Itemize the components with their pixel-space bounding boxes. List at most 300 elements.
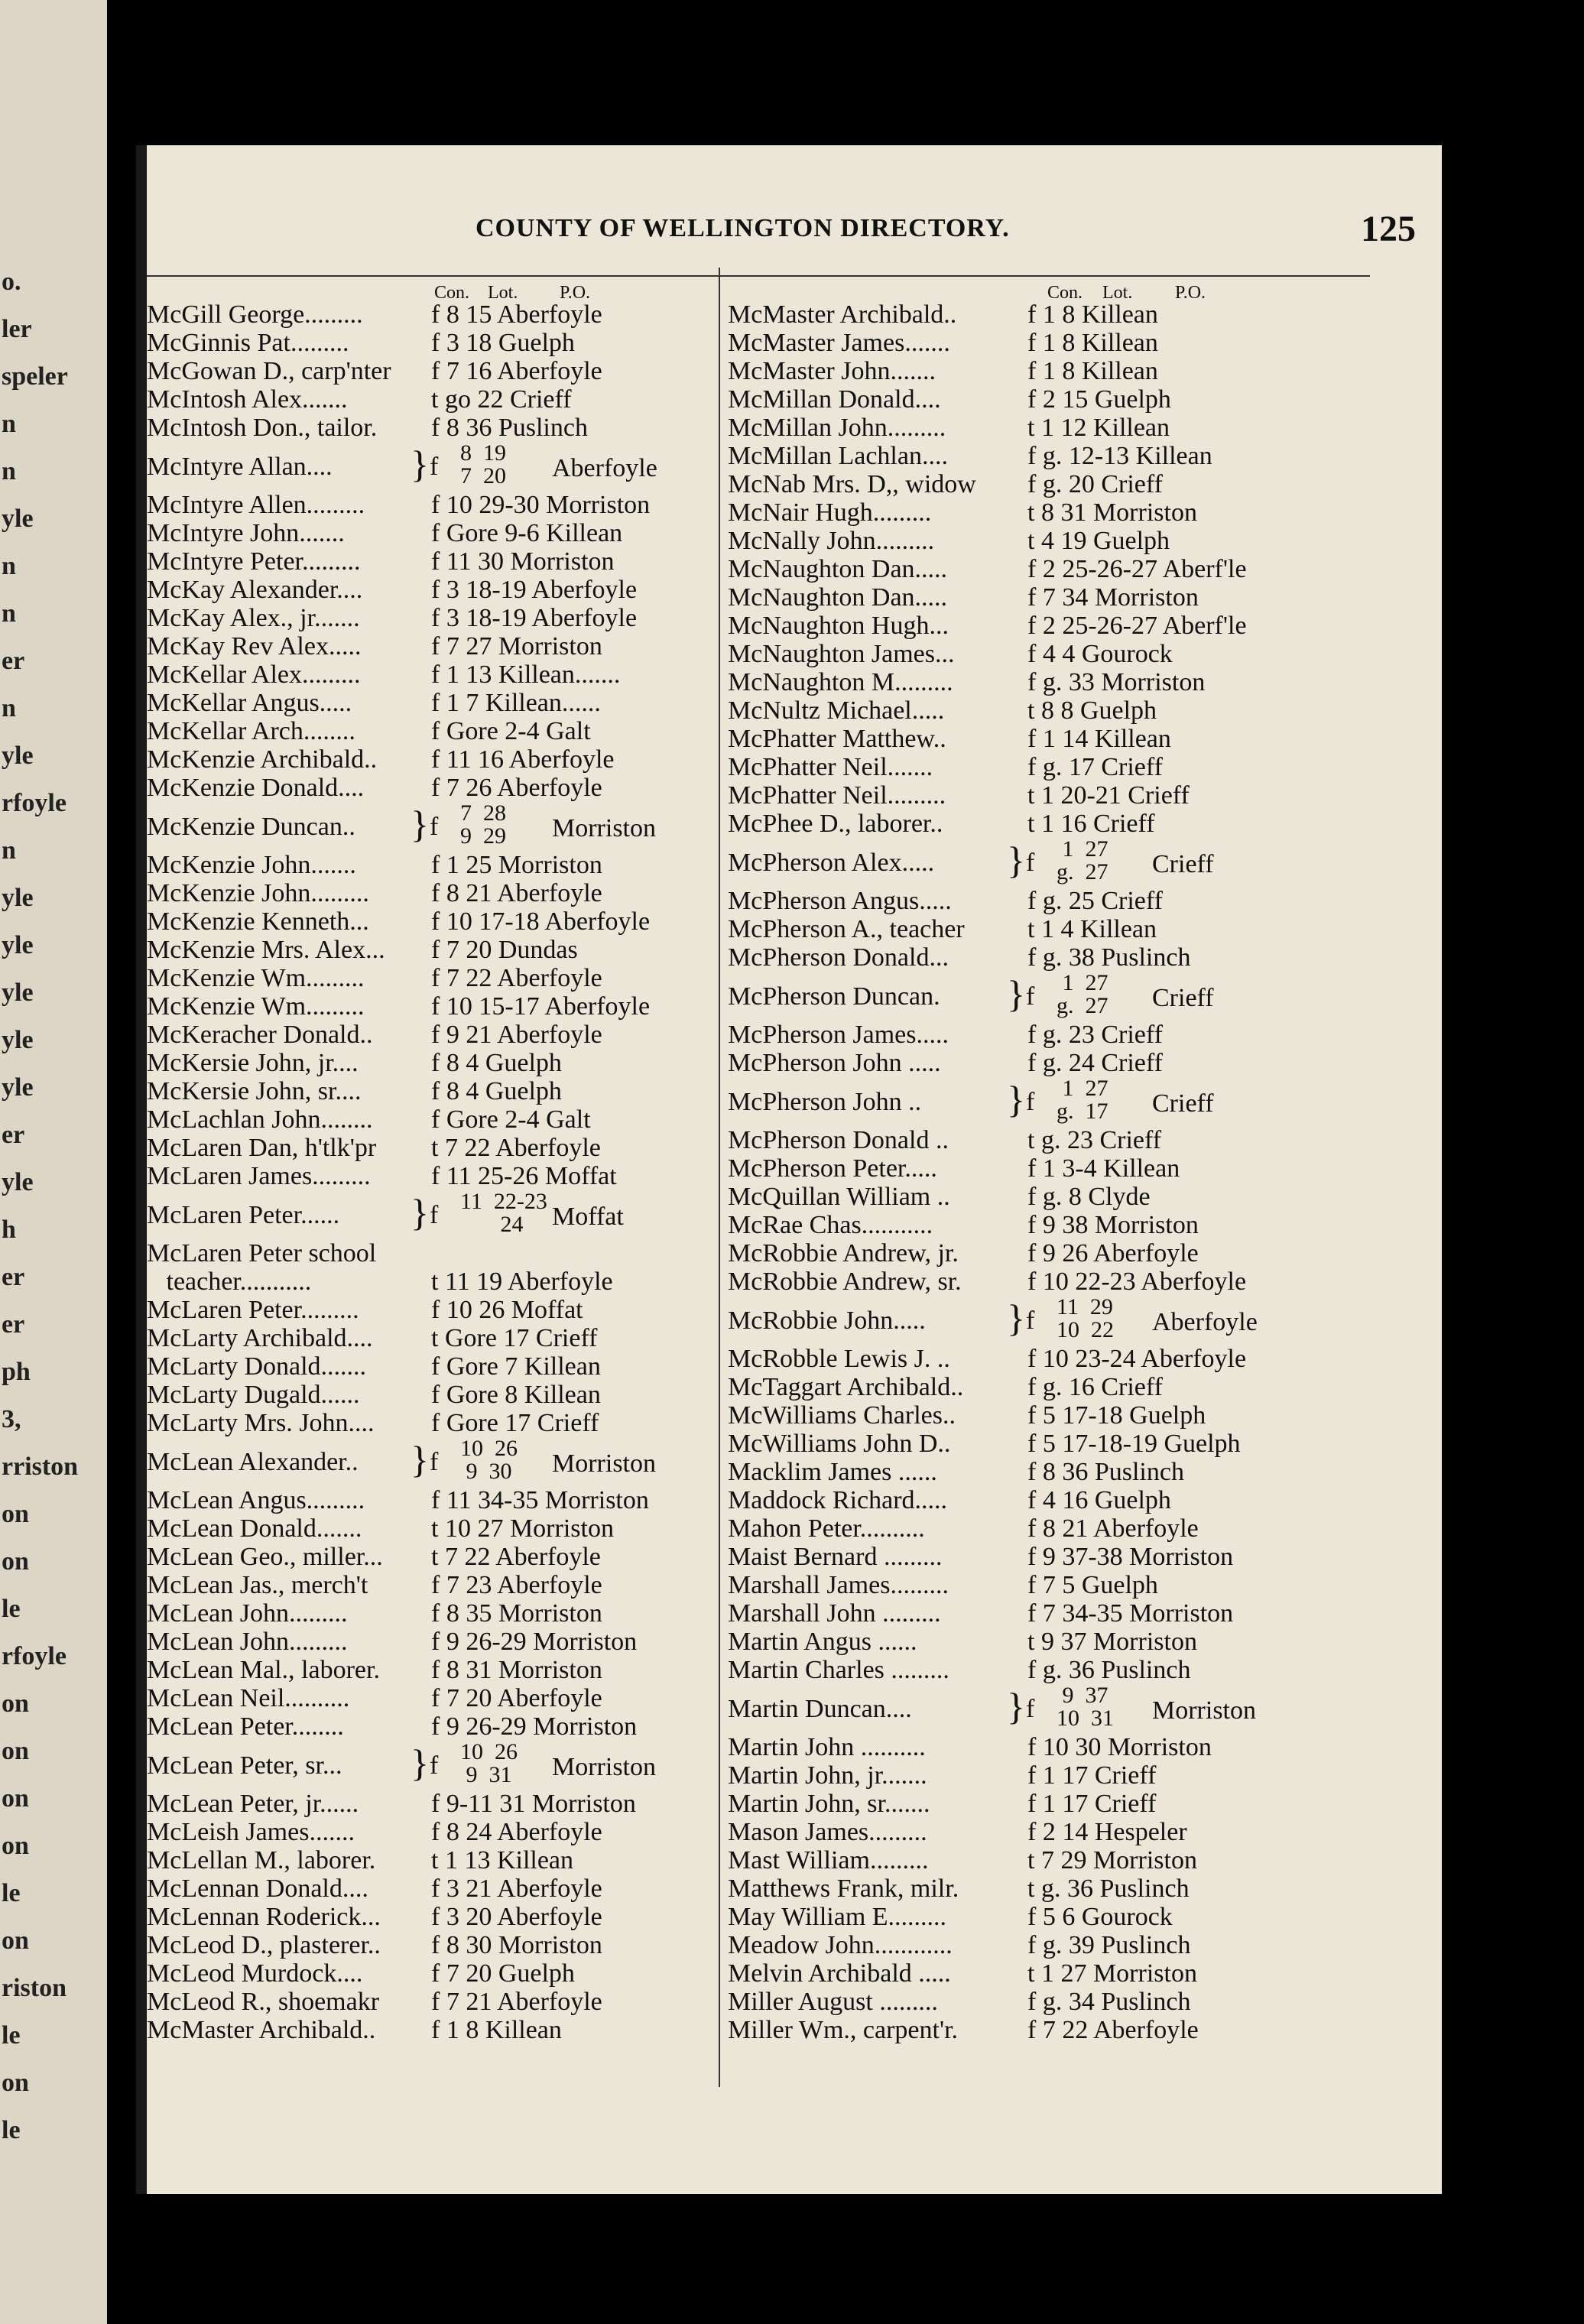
entry-details: f 8 4 Guelph [431, 1077, 562, 1105]
entry-details: f 7 5 Guelph [1027, 1571, 1158, 1599]
tenure-code: f [1026, 1695, 1035, 1723]
resident-name: McNair Hugh......... [728, 498, 932, 527]
directory-entry [147, 1134, 712, 1162]
entry-details: f 11 25-26 Moffat [431, 1162, 617, 1190]
concession-lot-lower: 24 [460, 1212, 524, 1237]
resident-name: McLean Mal., laborer. [147, 1656, 380, 1684]
resident-name: McMaster John....... [728, 357, 936, 385]
concession-lot-upper: 7 28 [460, 800, 506, 826]
directory-entry [147, 1874, 712, 1903]
entry-details: f 3 18-19 Aberfoyle [431, 576, 638, 604]
directory-entry [728, 696, 1332, 725]
resident-name: Marshall John ......... [728, 1599, 941, 1628]
page-header [476, 209, 1416, 260]
directory-entry [728, 612, 1332, 640]
resident-name: Mast William......... [728, 1846, 929, 1874]
resident-name: McPhee D., laborer.. [728, 810, 943, 838]
entry-details: f 1 3-4 Killean [1027, 1154, 1180, 1183]
entry-details: f 10 22-23 Aberfoyle [1027, 1267, 1247, 1296]
entry-details: f Gore 2-4 Galt [431, 1105, 591, 1134]
directory-entry [147, 1267, 712, 1296]
previous-page-margin [0, 0, 107, 2324]
directory-entry [728, 1154, 1332, 1183]
margin-fragment: 3, [2, 1405, 21, 1433]
resident-name: McLennan Donald.... [147, 1874, 368, 1903]
resident-name: McKenzie Mrs. Alex... [147, 936, 385, 964]
entry-details: f 9 26-29 Morriston [431, 1628, 638, 1656]
entry-details: t 10 27 Morriston [431, 1514, 614, 1543]
resident-name: McKay Alex., jr....... [147, 604, 360, 632]
resident-name: McNaughton Hugh... [728, 612, 949, 640]
entry-details: f 8 15 Aberfoyle [431, 300, 602, 329]
margin-fragment: yle [2, 884, 34, 912]
entry-details: f Gore 8 Killean [431, 1381, 601, 1409]
entry-details: f 8 4 Guelph [431, 1049, 562, 1077]
entry-details: f 10 30 Morriston [1027, 1733, 1212, 1761]
entry-details: f 3 18-19 Aberfoyle [431, 604, 638, 632]
margin-fragment: le [2, 1879, 21, 1907]
entry-details: t 8 8 Guelph [1027, 696, 1157, 725]
entry-details: f 10 26 Moffat [431, 1296, 583, 1324]
concession-lot-upper: 9 37 [1057, 1683, 1108, 1708]
entry-details: t 8 31 Morriston [1027, 498, 1197, 527]
directory-entry [728, 838, 1332, 887]
entry-details: f 11 16 Aberfoyle [431, 745, 615, 774]
column-divider [719, 268, 720, 2087]
entry-details: t 1 27 Morriston [1027, 1959, 1197, 1988]
resident-name: McKersie John, sr.... [147, 1077, 362, 1105]
resident-name: McKay Rev Alex..... [147, 632, 362, 661]
resident-name: Maist Bernard ......... [728, 1543, 943, 1571]
entry-details: t 11 19 Aberfoyle [431, 1267, 613, 1296]
directory-entry [147, 1409, 712, 1437]
directory-entry [728, 1430, 1332, 1458]
margin-fragment: rfoyle [2, 789, 67, 817]
entry-details: t 9 37 Morriston [1027, 1628, 1197, 1656]
resident-name: McRobbie Andrew, jr. [728, 1239, 959, 1267]
directory-entry [147, 661, 712, 689]
resident-name: McRobbie John..... [728, 1306, 926, 1335]
tenure-code: f [1026, 1088, 1035, 1116]
resident-name: McLean John......... [147, 1599, 348, 1628]
resident-name: McLean Peter........ [147, 1712, 344, 1741]
directory-entry [728, 725, 1332, 753]
directory-entry [147, 442, 712, 491]
directory-entry [147, 1741, 712, 1790]
directory-entry [147, 1162, 712, 1190]
resident-name: McNultz Michael..... [728, 696, 945, 725]
directory-entry [728, 1571, 1332, 1599]
resident-name: McLaren Peter...... [147, 1201, 340, 1229]
concession-lot-upper: 1 27 [1057, 1076, 1108, 1101]
margin-fragment: speler [2, 362, 68, 391]
directory-entry [728, 781, 1332, 810]
concession-lot-upper: 10 26 [460, 1436, 518, 1461]
post-office: Crieff [1152, 984, 1214, 1012]
post-office: Moffat [552, 1203, 624, 1231]
resident-name: McKellar Angus..... [147, 689, 352, 717]
directory-entry [728, 640, 1332, 668]
directory-entry [728, 810, 1332, 838]
entry-details: f 1 8 Killean [1027, 357, 1158, 385]
concession-lot-lower: g. 27 [1057, 993, 1108, 1018]
directory-entry [147, 1239, 712, 1267]
margin-fragment: o. [2, 268, 21, 296]
brace-glyph: } [1007, 1078, 1025, 1121]
margin-fragment: yle [2, 1073, 34, 1102]
entry-details: f 10 23-24 Aberfoyle [1027, 1345, 1247, 1373]
directory-entry [147, 1296, 712, 1324]
entry-details: f 7 27 Morriston [431, 632, 602, 661]
brace-glyph: } [411, 443, 429, 485]
resident-name: McLean Peter, sr... [147, 1751, 342, 1780]
brace-glyph: } [411, 803, 429, 846]
directory-entry [147, 717, 712, 745]
entry-details: f 1 13 Killean....... [431, 661, 621, 689]
directory-entry [728, 668, 1332, 696]
resident-name: Maddock Richard..... [728, 1486, 948, 1514]
resident-name: Mahon Peter.......... [728, 1514, 925, 1543]
resident-name: McLean Alexander.. [147, 1448, 359, 1476]
resident-name: McIntyre Allen......... [147, 491, 365, 519]
brace-glyph: } [1007, 972, 1025, 1015]
directory-entry [728, 329, 1332, 357]
resident-name: McLean Donald....... [147, 1514, 362, 1543]
directory-entry [728, 1049, 1332, 1077]
directory-entry [728, 385, 1332, 414]
directory-entry [728, 1761, 1332, 1790]
directory-entry [147, 1437, 712, 1486]
entry-details: f 9 26 Aberfoyle [1027, 1239, 1199, 1267]
directory-entry [728, 527, 1332, 555]
entry-details: f 1 14 Killean [1027, 725, 1171, 753]
entry-details: f g. 16 Crieff [1027, 1373, 1163, 1401]
tenure-code: f [430, 1201, 439, 1229]
resident-name: McIntyre John....... [147, 519, 345, 547]
directory-entry [728, 1345, 1332, 1373]
resident-name: McNaughton M......... [728, 668, 953, 696]
directory-entry [728, 1514, 1332, 1543]
entry-details: f 5 17-18 Guelph [1027, 1401, 1206, 1430]
resident-name: McMillan Lachlan.... [728, 442, 948, 470]
tenure-code: f [430, 1448, 439, 1476]
resident-name: McKenzie Wm......... [147, 964, 365, 992]
entry-details: f 7 20 Guelph [431, 1959, 575, 1988]
entry-details: f g. 17 Crieff [1027, 753, 1163, 781]
entry-details: t 1 12 Killean [1027, 414, 1170, 442]
entry-details: f 10 15-17 Aberfoyle [431, 992, 651, 1021]
resident-name: Martin John, sr....... [728, 1790, 930, 1818]
entry-details: f 5 6 Gourock [1027, 1903, 1173, 1931]
entry-details: f 3 20 Aberfoyle [431, 1903, 602, 1931]
entry-details: f 2 25-26-27 Aberf'le [1027, 612, 1247, 640]
directory-entry [728, 1656, 1332, 1684]
directory-entry [147, 1571, 712, 1599]
tenure-code: f [1026, 1306, 1035, 1335]
directory-entry [147, 1656, 712, 1684]
resident-name: McLean Geo., miller... [147, 1543, 383, 1571]
margin-fragment: n [2, 410, 16, 438]
resident-name: May William E......... [728, 1903, 947, 1931]
entry-details: f 2 15 Guelph [1027, 385, 1171, 414]
entry-details: f Gore 7 Killean [431, 1352, 601, 1381]
resident-name: McTaggart Archibald.. [728, 1373, 964, 1401]
resident-name: McKenzie Kenneth... [147, 907, 369, 936]
resident-name: Matthews Frank, milr. [728, 1874, 959, 1903]
entry-details: f g. 12-13 Killean [1027, 442, 1212, 470]
directory-entry [147, 519, 712, 547]
directory-entry [728, 414, 1332, 442]
resident-name: McLaren Dan, h'tlk'pr [147, 1134, 377, 1162]
resident-name: McLeod D., plasterer.. [147, 1931, 381, 1959]
resident-name: McRae Chas........... [728, 1211, 933, 1239]
entry-details: f Gore 17 Crieff [431, 1409, 599, 1437]
directory-entry [147, 907, 712, 936]
resident-name: McRobbie Andrew, sr. [728, 1267, 962, 1296]
concession-lot-lower: 9 29 [460, 823, 506, 849]
directory-entry [147, 1903, 712, 1931]
directory-entry [147, 745, 712, 774]
resident-name: McNab Mrs. D,, widow [728, 470, 976, 498]
entry-details: f g. 39 Puslinch [1027, 1931, 1191, 1959]
margin-fragment: rriston [2, 1452, 79, 1481]
entry-details: t Gore 17 Crieff [431, 1324, 598, 1352]
resident-name: Martin John .......... [728, 1733, 926, 1761]
directory-entry [147, 547, 712, 576]
resident-name: McLean John......... [147, 1628, 348, 1656]
directory-entry [728, 300, 1332, 329]
resident-name: McKeracher Donald.. [147, 1021, 373, 1049]
brace-glyph: } [411, 1191, 429, 1234]
margin-fragment: n [2, 836, 16, 865]
margin-fragment: yle [2, 1168, 34, 1196]
resident-name: Martin Angus ...... [728, 1628, 917, 1656]
resident-name: McLaren Peter......... [147, 1296, 359, 1324]
entry-details: f 9 21 Aberfoyle [431, 1021, 602, 1049]
concession-lot-upper: 11 29 [1057, 1294, 1113, 1319]
resident-name: McIntosh Don., tailor. [147, 414, 378, 442]
directory-entry [728, 1126, 1332, 1154]
post-office: Crieff [1152, 850, 1214, 878]
margin-fragment: h [2, 1216, 16, 1244]
resident-name: McIntyre Peter......... [147, 547, 361, 576]
resident-name: McPhatter Matthew.. [728, 725, 946, 753]
resident-name: McLean Angus......... [147, 1486, 365, 1514]
entry-details: f 1 17 Crieff [1027, 1790, 1157, 1818]
resident-name: McGinnis Pat......... [147, 329, 349, 357]
entry-details: t 7 22 Aberfoyle [431, 1543, 601, 1571]
directory-entry [147, 1105, 712, 1134]
entry-details: t 7 22 Aberfoyle [431, 1134, 601, 1162]
resident-name: McQuillan William .. [728, 1183, 950, 1211]
concession-lot-upper: 1 27 [1057, 836, 1108, 862]
directory-entry [147, 1021, 712, 1049]
entry-details: f Gore 2-4 Galt [431, 717, 591, 745]
entry-details: f 7 26 Aberfoyle [431, 774, 602, 802]
resident-name: McIntyre Allan.... [147, 453, 333, 481]
directory-entry [147, 491, 712, 519]
directory-entry [147, 1077, 712, 1105]
resident-name: Melvin Archibald ..... [728, 1959, 951, 1988]
entry-details: t 1 13 Killean [431, 1846, 574, 1874]
resident-name: McKenzie John......... [147, 879, 369, 907]
directory-entry [147, 879, 712, 907]
directory-entry [728, 442, 1332, 470]
margin-fragment: le [2, 1595, 21, 1623]
entry-details: f 7 21 Aberfoyle [431, 1988, 602, 2016]
directory-entry [728, 1543, 1332, 1571]
directory-entry [147, 604, 712, 632]
concession-lot-lower: g. 17 [1057, 1099, 1108, 1124]
directory-entry [147, 1190, 712, 1239]
concession-lot-lower: 9 30 [460, 1459, 512, 1484]
directory-entry [728, 753, 1332, 781]
margin-fragment: on [2, 1500, 29, 1528]
resident-name: McLean Neil.......... [147, 1684, 350, 1712]
entry-details: f g. 8 Clyde [1027, 1183, 1151, 1211]
directory-entry [147, 414, 712, 442]
entry-details: f g. 20 Crieff [1027, 470, 1163, 498]
entry-details: f 1 8 Killean [1027, 329, 1158, 357]
resident-name: McPherson Donald... [728, 943, 949, 972]
resident-name: McMaster Archibald.. [147, 2016, 376, 2044]
resident-name: teacher........... [147, 1267, 312, 1296]
margin-fragment: n [2, 457, 16, 485]
right-column-header [728, 279, 1332, 303]
lot-heading: Lot. [488, 283, 518, 303]
entry-details: t g. 23 Crieff [1027, 1126, 1162, 1154]
entry-details: f 1 25 Morriston [431, 851, 602, 879]
post-office: Aberfoyle [1152, 1308, 1258, 1336]
margin-fragment: on [2, 1832, 29, 1860]
directory-entry [728, 972, 1332, 1021]
concession-lot-lower: 10 31 [1057, 1706, 1114, 1731]
entry-details: f 8 36 Puslinch [431, 414, 588, 442]
resident-name: McIntosh Alex....... [147, 385, 348, 414]
directory-entry [728, 1077, 1332, 1126]
resident-name: McLarty Dugald...... [147, 1381, 360, 1409]
entry-details: f 8 21 Aberfoyle [1027, 1514, 1199, 1543]
margin-fragment: n [2, 599, 16, 628]
entry-details: f Gore 9-6 Killean [431, 519, 623, 547]
directory-entry [728, 1599, 1332, 1628]
directory-entry [147, 1543, 712, 1571]
margin-fragment: on [2, 1547, 29, 1576]
margin-fragment: er [2, 1263, 25, 1291]
concession-lot-lower: 9 31 [460, 1762, 512, 1787]
resident-name: McMillan John......... [728, 414, 946, 442]
margin-fragment: yle [2, 742, 34, 770]
directory-entry [728, 1211, 1332, 1239]
tenure-code: f [430, 453, 439, 481]
entry-details: f g. 36 Puslinch [1027, 1656, 1191, 1684]
brace-glyph: } [1007, 839, 1025, 881]
directory-entry [147, 936, 712, 964]
directory-entry [147, 1790, 712, 1818]
resident-name: Meadow John............ [728, 1931, 953, 1959]
directory-entry [147, 1818, 712, 1846]
resident-name: McLeod Murdock.... [147, 1959, 363, 1988]
margin-fragment: on [2, 2069, 29, 2097]
directory-entry [728, 470, 1332, 498]
entry-details: f 1 8 Killean [1027, 300, 1158, 329]
page-number: 125 [1361, 209, 1416, 249]
resident-name: McRobble Lewis J. .. [728, 1345, 950, 1373]
entry-details: f 4 16 Guelph [1027, 1486, 1171, 1514]
resident-name: McWilliams John D.. [728, 1430, 951, 1458]
concession-lot-upper: 10 26 [460, 1739, 518, 1764]
directory-entry [147, 802, 712, 851]
concession-lot-upper: 11 22-23 [460, 1189, 547, 1214]
entry-details: f 9 38 Morriston [1027, 1211, 1199, 1239]
po-heading: P.O. [1175, 283, 1206, 303]
directory-entry [147, 329, 712, 357]
resident-name: McMaster Archibald.. [728, 300, 957, 329]
entry-details: f 8 24 Aberfoyle [431, 1818, 602, 1846]
directory-entry [728, 357, 1332, 385]
resident-name: McLeod R., shoemakr [147, 1988, 380, 2016]
directory-entry [147, 576, 712, 604]
resident-name: McNally John......... [728, 527, 935, 555]
entry-details: f 4 4 Gourock [1027, 640, 1173, 668]
margin-fragment: er [2, 1121, 25, 1149]
resident-name: McMaster James....... [728, 329, 950, 357]
resident-name: McPherson James..... [728, 1021, 949, 1049]
resident-name: McLellan M., laborer. [147, 1846, 376, 1874]
header-rule [147, 275, 1370, 277]
entry-details: f 7 22 Aberfoyle [1027, 2016, 1199, 2044]
entry-details: f 1 8 Killean [431, 2016, 562, 2044]
post-office: Aberfoyle [552, 454, 657, 482]
resident-name: McKenzie Archibald.. [147, 745, 378, 774]
margin-fragment: ler [2, 315, 32, 343]
directory-entry [147, 1514, 712, 1543]
entry-details: f 9 37-38 Morriston [1027, 1543, 1234, 1571]
directory-entry [728, 1846, 1332, 1874]
resident-name: McPherson Angus..... [728, 887, 952, 915]
directory-entry [147, 632, 712, 661]
directory-entry [728, 1874, 1332, 1903]
resident-name: McKellar Arch........ [147, 717, 355, 745]
resident-name: McWilliams Charles.. [728, 1401, 956, 1430]
entry-details: f 7 20 Dundas [431, 936, 578, 964]
entry-details: t 1 20-21 Crieff [1027, 781, 1190, 810]
con-heading: Con. [434, 283, 470, 303]
directory-entry [147, 689, 712, 717]
directory-entry [728, 915, 1332, 943]
directory-entry [147, 992, 712, 1021]
post-office: Morriston [552, 1449, 656, 1478]
entry-details: f 1 7 Killean...... [431, 689, 601, 717]
brace-glyph: } [1007, 1297, 1025, 1339]
directory-entry [728, 498, 1332, 527]
resident-name: McPherson Peter..... [728, 1154, 937, 1183]
entry-details: f 7 20 Aberfoyle [431, 1684, 602, 1712]
directory-entry [147, 964, 712, 992]
resident-name: McGowan D., carp'nter [147, 357, 391, 385]
entry-details: f g. 23 Crieff [1027, 1021, 1163, 1049]
post-office: Morriston [552, 814, 656, 842]
entry-details: f 5 17-18-19 Guelph [1027, 1430, 1241, 1458]
directory-entry [728, 1373, 1332, 1401]
tenure-code: f [430, 813, 439, 841]
directory-entry [147, 1959, 712, 1988]
resident-name: McLarty Archibald.... [147, 1324, 373, 1352]
resident-name: McPherson A., teacher [728, 915, 965, 943]
entry-details: f 3 18 Guelph [431, 329, 575, 357]
directory-entry [728, 1458, 1332, 1486]
left-column [147, 279, 712, 2044]
